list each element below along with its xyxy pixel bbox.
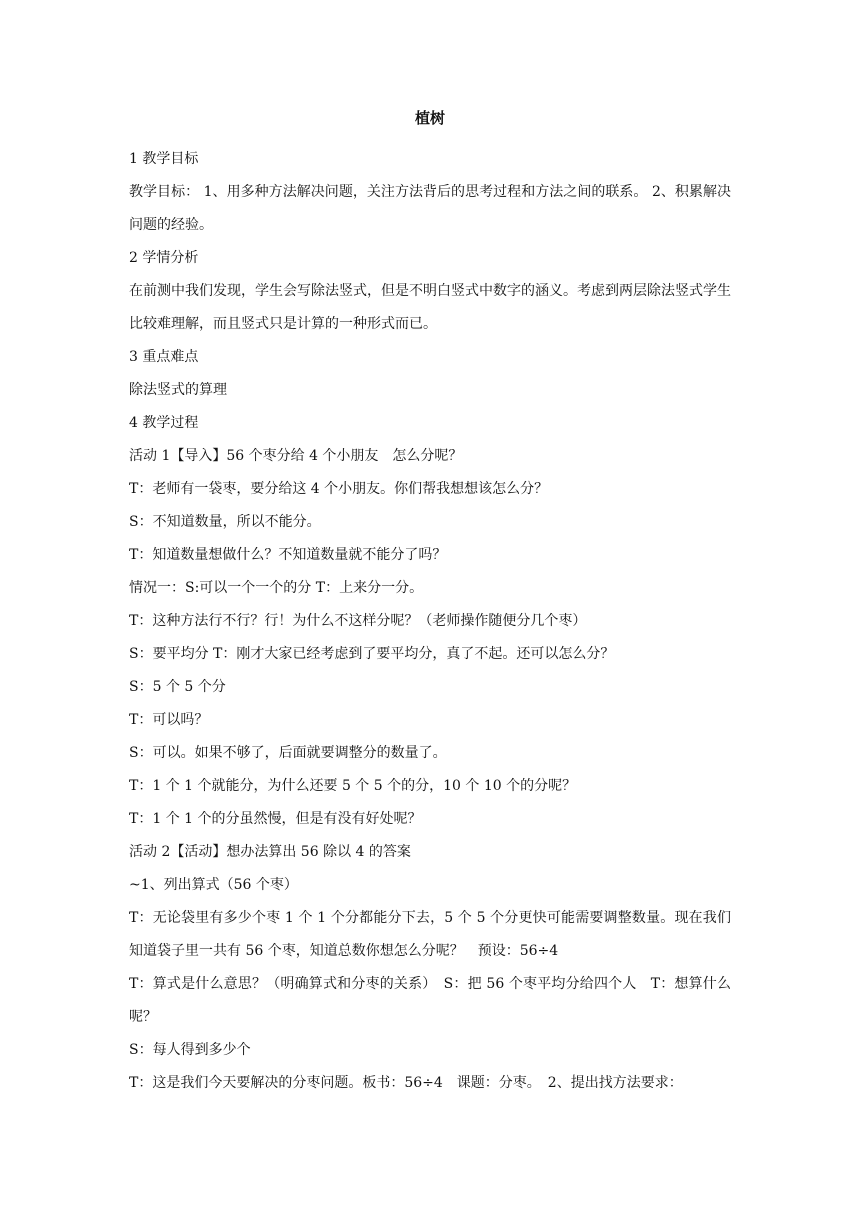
section-heading-process: 4 教学过程 xyxy=(129,415,199,431)
document-title: 植树 xyxy=(414,109,445,127)
dialogue-line: S：要平均分 T：刚才大家已经考虑到了要平均分，真了不起。还可以怎么分？ xyxy=(129,646,615,662)
activity-1-heading: 活动 1【导入】56 个枣分给 4 个小朋友 怎么分呢？ xyxy=(129,448,463,464)
dialogue-line: T：无论袋里有多少个枣 1 个 1 个分都能分下去，5 个 5 个分更快可能需要调整数量。现在我们知道袋子里一共有 56 个枣，知道总数你想怎么分呢？ 预设：56÷4 xyxy=(129,910,731,959)
dialogue-line: T：这是我们今天要解决的分枣问题。板书：56÷4 课题：分枣。 2、提出找方法要求： xyxy=(129,1075,683,1091)
dialogue-line: T：1 个 1 个就能分，为什么还要 5 个 5 个的分，10 个 10 个的分呢？ xyxy=(129,778,577,794)
dialogue-line: S：可以。如果不够了，后面就要调整分的数量了。 xyxy=(129,745,447,761)
paragraph-key-points: 除法竖式的算理 xyxy=(129,382,227,398)
dialogue-line: T：老师有一袋枣，要分给这 4 个小朋友。你们帮我想想该怎么分？ xyxy=(129,481,549,497)
section-heading-analysis: 2 学情分析 xyxy=(129,250,199,266)
dialogue-line: T：可以吗？ xyxy=(129,712,209,728)
dialogue-line: T：知道数量想做什么？不知道数量就不能分了吗？ xyxy=(129,547,447,563)
paragraph-analysis: 在前测中我们发现，学生会写除法竖式，但是不明白竖式中数字的涵义。考虑到两层除法竖式学生比较难理解，而且竖式只是计算的一种形式而已。 xyxy=(129,283,731,332)
dialogue-line: T：1 个 1 个的分虽然慢，但是有没有好处呢？ xyxy=(129,811,422,827)
step-heading: ~1、列出算式（56 个枣） xyxy=(129,877,298,893)
section-heading-key-points: 3 重点难点 xyxy=(129,349,199,365)
section-heading-objectives: 1 教学目标 xyxy=(129,151,199,167)
dialogue-line: S：不知道数量，所以不能分。 xyxy=(129,514,321,530)
dialogue-line: T：这种方法行不行？行！为什么不这样分呢？（老师操作随便分几个枣） xyxy=(129,613,587,629)
dialogue-line: S：5 个 5 个分 xyxy=(129,679,226,695)
dialogue-line: T：算式是什么意思？（明确算式和分枣的关系） S：把 56 个枣平均分给四个人 T：想算什么呢？ xyxy=(129,976,731,1025)
activity-2-heading: 活动 2【活动】想办法算出 56 除以 4 的答案 xyxy=(129,844,411,860)
paragraph-objectives: 教学目标： 1、用多种方法解决问题，关注方法背后的思考过程和方法之间的联系。 2、积累解决问题的经验。 xyxy=(129,184,731,233)
document-body xyxy=(129,143,731,1100)
dialogue-line: 情况一：S:可以一个一个的分 T：上来分一分。 xyxy=(129,580,424,596)
dialogue-line: S：每人得到多少个 xyxy=(129,1042,251,1058)
